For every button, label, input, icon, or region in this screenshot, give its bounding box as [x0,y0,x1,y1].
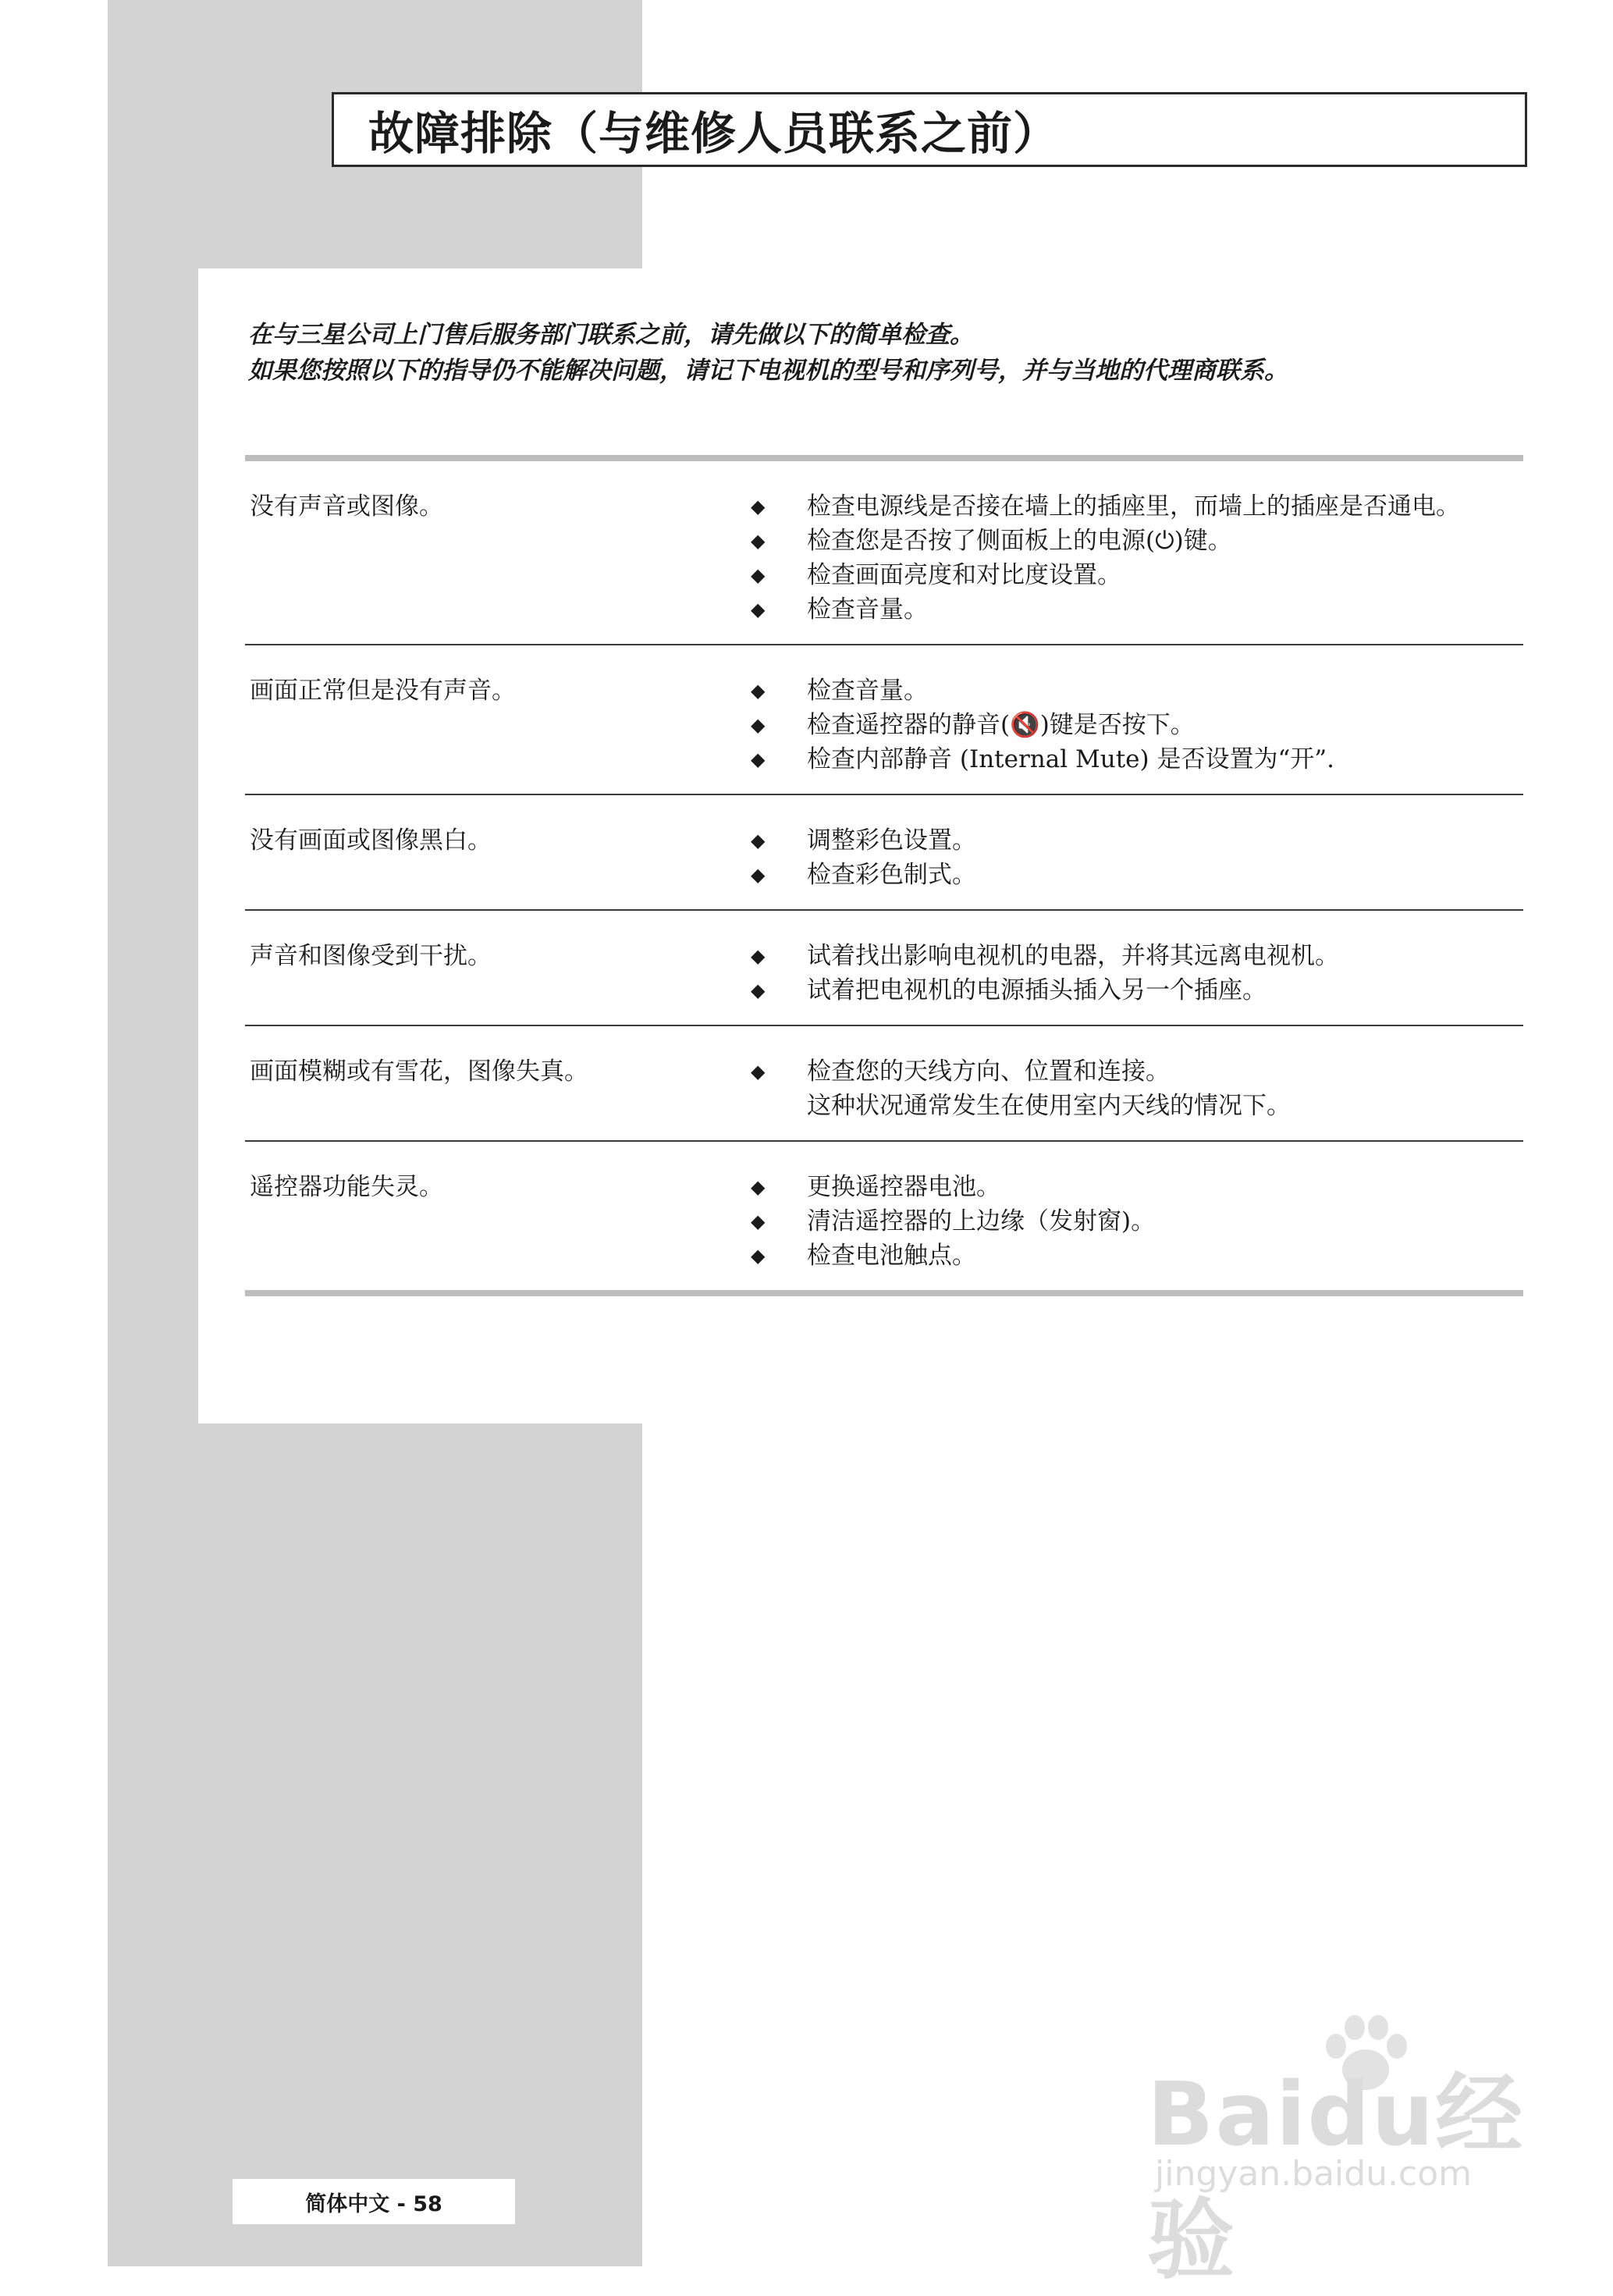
watermark-logo: Baidu经验 [1147,2064,1525,2291]
check-item: ◆ 试着把电视机的电源插头插入另一个插座。 [734,973,1523,1008]
intro-line-1: 在与三星公司上门售后服务部门联系之前，请先做以下的简单检查。 [248,321,974,349]
check-item: ◆ 检查内部静音 (Internal Mute) 是否设置为“开”. [734,742,1523,777]
watermark-url: jingyan.baidu.com [1155,2154,1473,2194]
symptom-cell: 画面正常但是没有声音。 [250,677,516,705]
checks-cell [734,1170,1523,1273]
diamond-bullet-icon: ◆ [751,1176,766,1198]
intro-line-2: 如果您按照以下的指导仍不能解决问题，请记下电视机的型号和序列号，并与当地的代理商联系。 [248,357,1288,385]
troubleshooting-table [245,455,1523,1296]
check-item: ◆ 检查您的天线方向、位置和连接。 [734,1054,1523,1089]
symptom-cell: 画面模糊或有雪花，图像失真。 [250,1057,588,1086]
table-row [245,1142,1523,1290]
page-title-box [332,92,1527,167]
check-item-continued: 这种状况通常发生在使用室内天线的情况下。 [807,1092,1291,1120]
check-item: ◆ 检查音量。 [734,674,1523,708]
check-item: ◆ 检查您是否按了侧面板上的电源(⏻)键。 [734,524,1523,558]
page-title: 故障排除（与维修人员联系之前） [368,107,1060,160]
check-item: ◆ 检查遥控器的静音(🔇)键是否按下。 [734,708,1523,742]
check-item: ◆ 调整彩色设置。 [734,823,1523,858]
diamond-bullet-icon: ◆ [751,714,766,736]
table-row [245,461,1523,645]
check-item: ◆ 检查电源线是否接在墙上的插座里，而墙上的插座是否通电。 [734,489,1523,524]
checks-cell [734,1054,1523,1123]
check-item: ◆ 试着找出影响电视机的电器，并将其远离电视机。 [734,939,1523,973]
diamond-bullet-icon: ◆ [751,979,766,1001]
check-item: ◆ 检查电池触点。 [734,1239,1523,1273]
symptom-cell: 声音和图像受到干扰。 [250,942,492,970]
page-footer [233,2179,515,2224]
diamond-bullet-icon: ◆ [751,945,766,967]
diamond-bullet-icon: ◆ [751,830,766,851]
diamond-bullet-icon: ◆ [751,1210,766,1232]
baidu-watermark [1147,2013,1553,2291]
symptom-cell: 没有画面或图像黑白。 [250,826,492,855]
diamond-bullet-icon: ◆ [751,1245,766,1267]
table-row [245,911,1523,1026]
checks-cell [734,489,1523,627]
diamond-bullet-icon: ◆ [751,530,766,552]
checks-cell [734,674,1523,777]
diamond-bullet-icon: ◆ [751,748,766,770]
table-row [245,1026,1523,1142]
check-item: ◆ 检查画面亮度和对比度设置。 [734,558,1523,592]
table-row [245,795,1523,911]
symptom-cell: 遥控器功能失灵。 [250,1173,443,1201]
diamond-bullet-icon: ◆ [751,496,766,517]
diamond-bullet-icon: ◆ [751,864,766,886]
check-item: ◆ 检查彩色制式。 [734,858,1523,892]
diamond-bullet-icon: ◆ [751,564,766,586]
table-row [245,645,1523,795]
symptom-cell: 没有声音或图像。 [250,492,443,521]
page-number-label: 简体中文 - 58 [305,2191,442,2216]
diamond-bullet-icon: ◆ [751,1061,766,1082]
diamond-bullet-icon: ◆ [751,599,766,620]
check-item: ◆ 检查音量。 [734,592,1523,627]
diamond-bullet-icon: ◆ [751,680,766,702]
intro-text [248,317,1590,389]
check-item: ◆ 清洁遥控器的上边缘（发射窗)。 [734,1204,1523,1239]
check-item: ◆ 更换遥控器电池。 [734,1170,1523,1204]
checks-cell [734,939,1523,1008]
checks-cell [734,823,1523,892]
